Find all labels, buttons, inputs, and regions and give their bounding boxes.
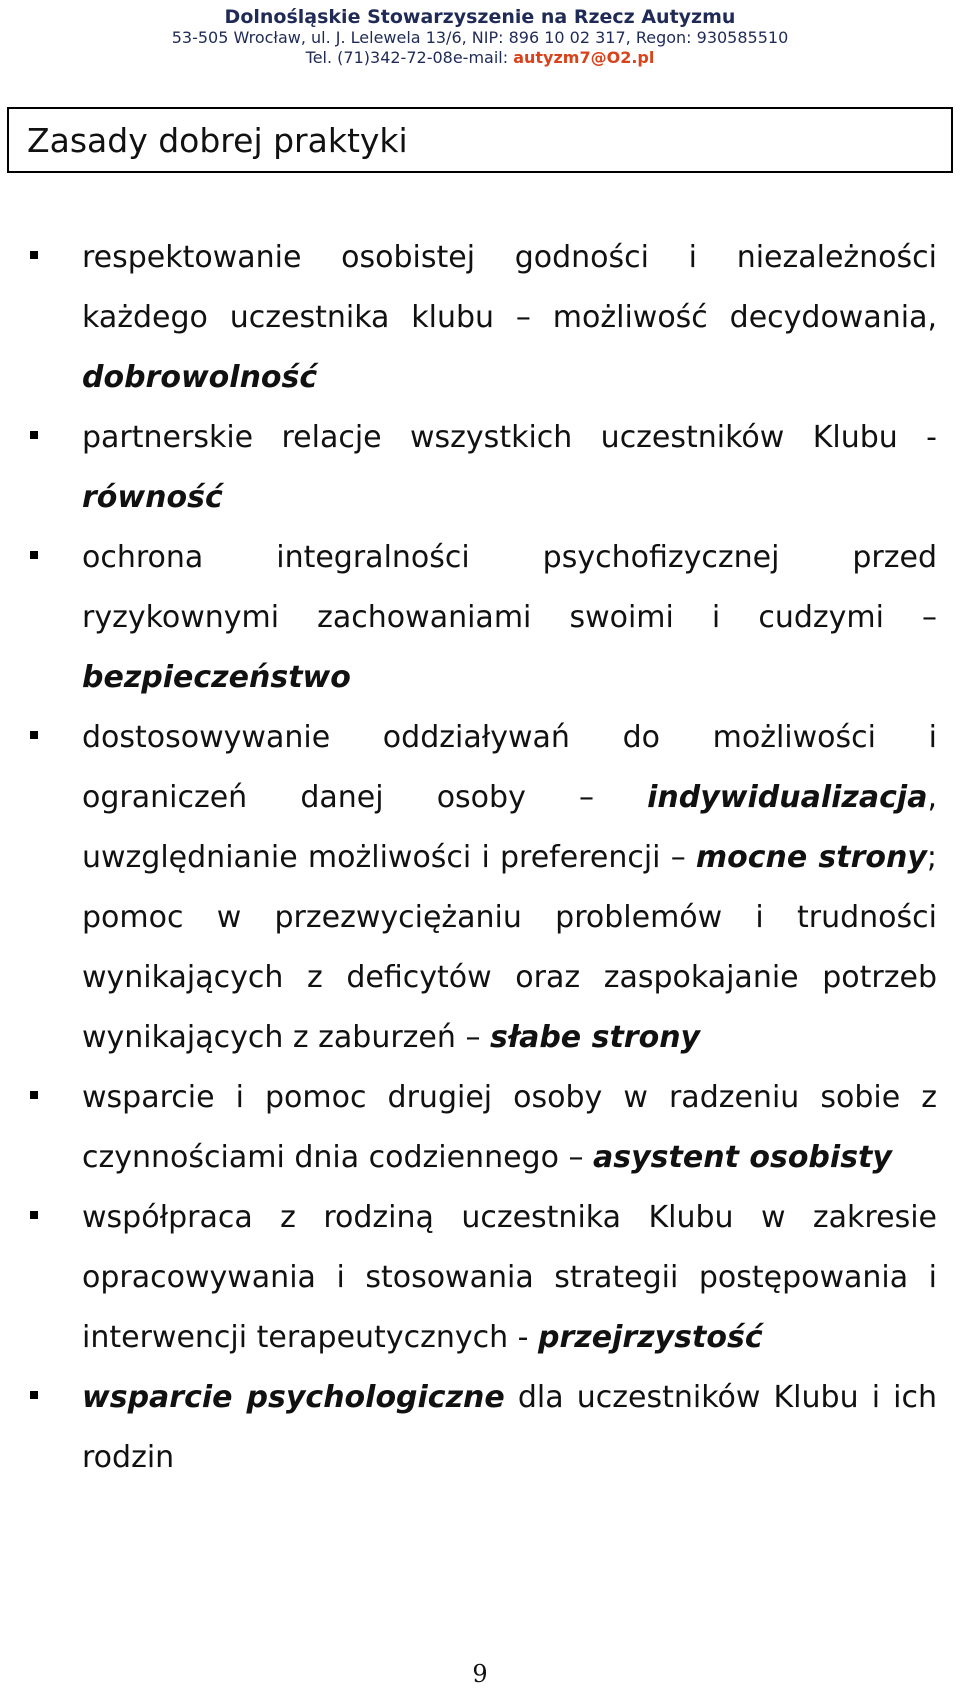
section-title: Zasady dobrej praktyki — [27, 121, 408, 160]
letterhead — [0, 6, 960, 68]
list-item — [0, 528, 960, 708]
organization-name: Dolnośląskie Stowarzyszenie na Rzecz Autyzmu — [224, 6, 736, 28]
list-item-text — [82, 1368, 937, 1488]
text-run: partnerskie relacje wszystkich uczestników Klubu - — [82, 420, 937, 455]
emphasis-term: asystent osobisty — [593, 1140, 892, 1175]
emphasis-term: mocne strony — [695, 840, 927, 875]
section-title-box — [7, 107, 953, 173]
emphasis-term: wsparcie psychologiczne — [82, 1380, 505, 1415]
text-run: wsparcie i pomoc drugiej osoby w radzeniu sobie z czynnościami dnia codziennego – — [82, 1080, 937, 1175]
emphasis-term: indywidualizacja — [647, 780, 928, 815]
text-run: respektowanie osobistej godności i niezależności każdego uczestnika klubu – możliwość decydowania, — [82, 240, 937, 335]
list-item-text — [82, 228, 937, 408]
list-item-text — [82, 1068, 937, 1188]
list-item — [0, 1068, 960, 1188]
emphasis-term: równość — [82, 480, 223, 515]
text-run: , uwzględnianie możliwości i preferencji – — [82, 780, 937, 875]
list-item-text — [82, 408, 937, 528]
text-run: dostosowywanie oddziaływań do możliwości i ograniczeń danej osoby – — [82, 720, 937, 815]
emphasis-term: słabe strony — [489, 1020, 701, 1055]
list-item — [0, 1188, 960, 1368]
square-bullet-icon — [30, 1091, 38, 1099]
list-item — [0, 408, 960, 528]
text-run: ; pomoc w przezwyciężaniu problemów i trudności wynikających z deficytów oraz zaspokajanie potrzeb wynikających z zaburzeń – — [82, 840, 937, 1055]
practice-list — [0, 228, 960, 1488]
contact-email-link[interactable]: autyzm7@O2.pl — [513, 48, 655, 67]
contact-phone: Tel. (71)342-72-08e-mail: — [305, 48, 514, 67]
emphasis-term: dobrowolność — [82, 360, 318, 395]
list-item — [0, 1368, 960, 1488]
square-bullet-icon — [30, 1391, 38, 1399]
list-item — [0, 708, 960, 1068]
square-bullet-icon — [30, 551, 38, 559]
list-item-text — [82, 708, 937, 1068]
square-bullet-icon — [30, 1211, 38, 1219]
list-item — [0, 228, 960, 408]
organization-address: 53-505 Wrocław, ul. J. Lelewela 13/6, NIP: 896 10 02 317, Regon: 930585510 — [171, 28, 789, 47]
text-run: ochrona integralności psychofizycznej przed ryzykownymi zachowaniami swoimi i cudzymi – — [82, 540, 937, 635]
page-number: 9 — [472, 1660, 488, 1688]
emphasis-term: bezpieczeństwo — [82, 660, 351, 695]
square-bullet-icon — [30, 731, 38, 739]
list-item-text — [82, 528, 937, 708]
square-bullet-icon — [30, 251, 38, 259]
list-item-text — [82, 1188, 937, 1368]
text-run: dla uczestników Klubu i ich rodzin — [82, 1380, 937, 1475]
square-bullet-icon — [30, 431, 38, 439]
organization-contact — [0, 48, 960, 68]
text-run: współpraca z rodziną uczestnika Klubu w zakresie opracowywania i stosowania strategii postępowania i interwencji terapeutycznych - — [82, 1200, 937, 1355]
emphasis-term: przejrzystość — [538, 1320, 763, 1355]
